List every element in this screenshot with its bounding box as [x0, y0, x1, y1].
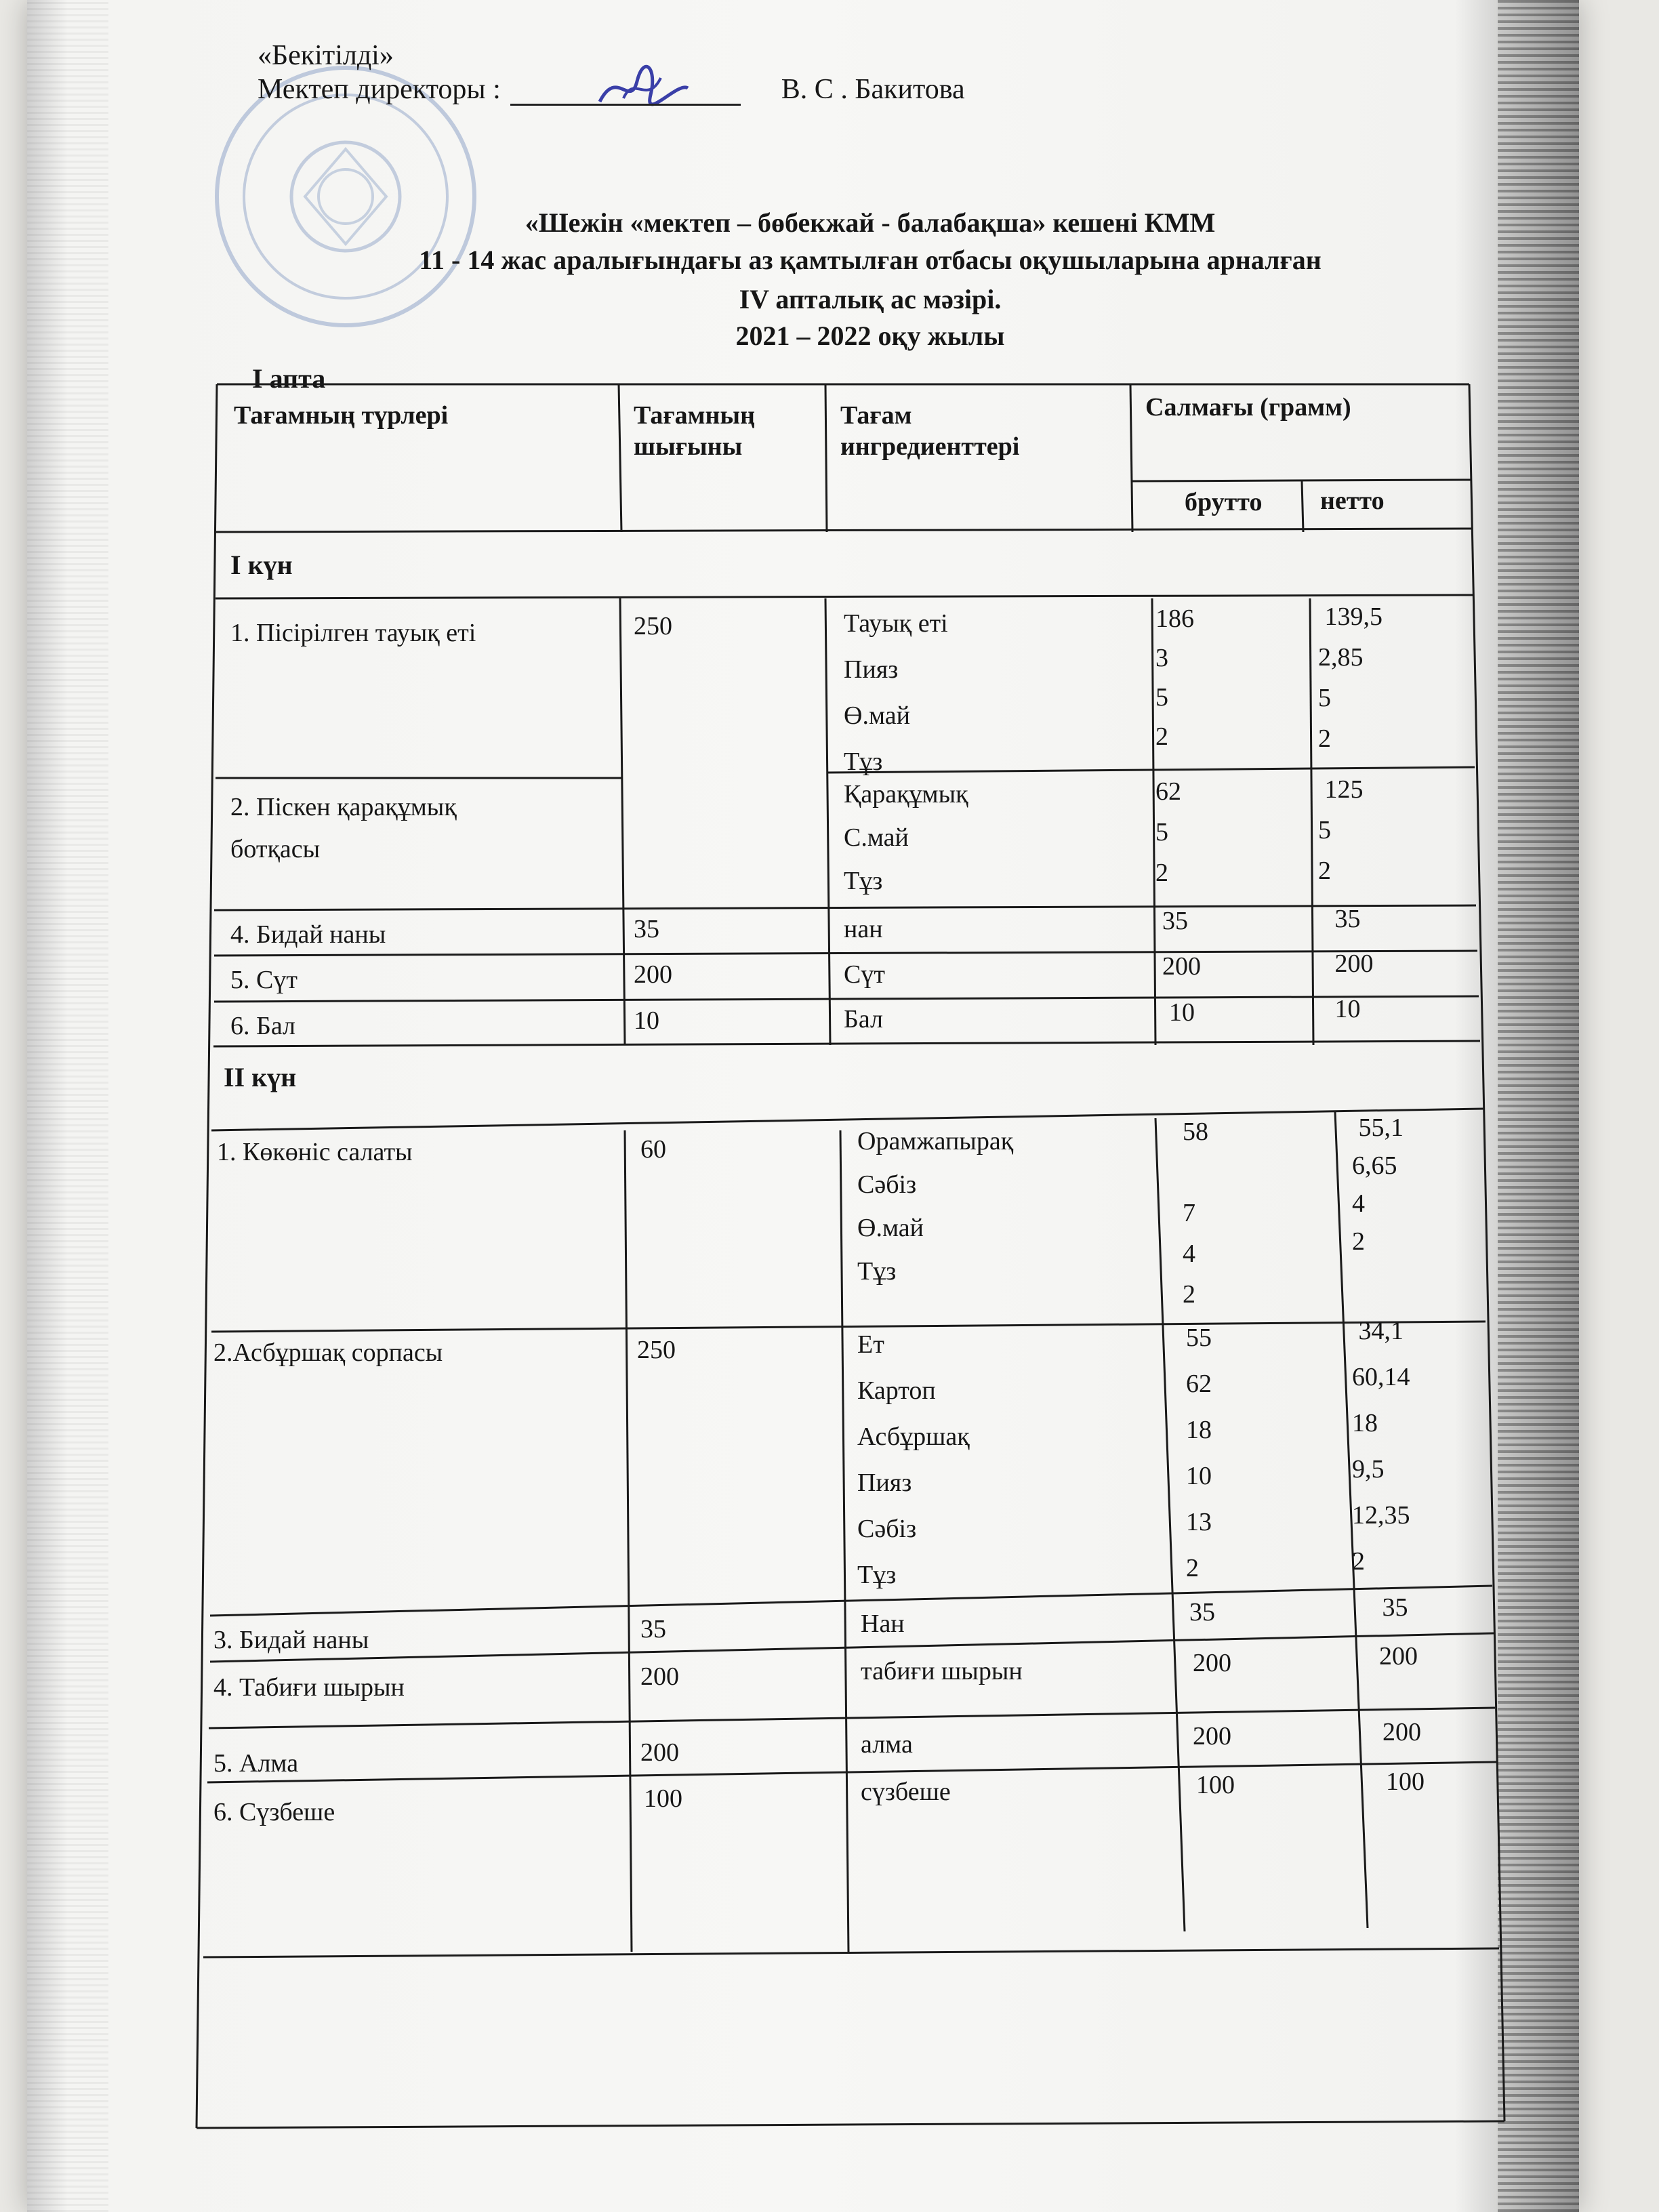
title-line-2: 11 - 14 жас аралығындағы аз қамтылған отбасы оқушыларына арналған [419, 245, 1322, 275]
director-name: В. С . Бакитова [781, 74, 965, 105]
day2-row6-ingredients: сүзбеше [861, 1778, 951, 1806]
day1-row3-ingredients: нан [844, 915, 883, 943]
day2-row5-brutto: 200 [1193, 1722, 1231, 1750]
header-ingredients: Тағам ингредиенттері [840, 401, 1020, 461]
director-label: Мектеп директоры : [258, 74, 501, 105]
day1-row1-netto: 139,5 2,85 5 2 [1318, 602, 1382, 753]
day1-row1-ingredients: Тауық еті Пияз Ө.май Тұз [844, 609, 948, 776]
day1-row4-netto: 200 [1328, 949, 1374, 978]
day1-row3-yield: 35 [634, 915, 659, 943]
day2-row4-ingredients: табиғи шырын [861, 1657, 1023, 1685]
day1-row2-ingredients: Қарақұмық С.май Тұз [844, 780, 968, 895]
day2-row1-dish: 1. Көкөніс салаты [217, 1138, 413, 1166]
day2-row6-dish: 6. Сүзбеше [213, 1798, 335, 1826]
day2-row5-netto: 200 [1382, 1718, 1421, 1746]
day2-row5-dish: 5. Алма [213, 1749, 299, 1778]
day2-row1-ingredients: Орамжапырақ Сәбіз Ө.май Тұз [857, 1127, 1014, 1286]
header-weight: Салмағы (грамм) [1145, 393, 1351, 422]
day2-row3-yield: 35 [640, 1615, 666, 1643]
director-line [258, 73, 965, 106]
day1-row5-brutto: 10 [1169, 998, 1195, 1027]
day2-row4-brutto: 200 [1193, 1649, 1231, 1677]
day2-row5-ingredients: алма [861, 1730, 913, 1759]
day1-row3-netto: 35 [1328, 905, 1361, 933]
day1-row5-dish: 6. Бал [230, 1012, 295, 1040]
day2-row3-netto: 35 [1376, 1593, 1408, 1622]
day1-row5-ingredients: Бал [844, 1005, 883, 1033]
day1-row1-dish: 1. Пісірілген тауық еті [230, 619, 476, 647]
day1-row3-dish: 4. Бидай наны [230, 920, 386, 949]
day2-row3-brutto: 35 [1189, 1598, 1215, 1626]
day1-row4-dish: 5. Сүт [230, 966, 298, 994]
day1-row5-yield: 10 [634, 1006, 659, 1035]
day2-row4-dish: 4. Табиғи шырын [213, 1673, 405, 1702]
day1-row4-brutto: 200 [1162, 952, 1201, 981]
day1-row2-netto: 125 5 2 [1318, 775, 1364, 885]
day2-row4-netto: 200 [1379, 1642, 1418, 1671]
day2-row1-yield: 60 [640, 1135, 666, 1164]
approved-label: «Бекітілді» [258, 40, 394, 71]
day2-row3-dish: 3. Бидай наны [213, 1626, 369, 1654]
day2-label: II күн [224, 1062, 297, 1092]
header-brutto: брутто [1185, 488, 1263, 516]
day2-row5-yield: 200 [640, 1738, 679, 1767]
day1-row5-netto: 10 [1328, 995, 1361, 1023]
day2-row2-yield: 250 [637, 1336, 676, 1364]
signature-line [510, 77, 741, 106]
day1-row1-yield: 250 [634, 612, 672, 640]
day2-row2-brutto: 55 62 18 10 13 2 [1186, 1324, 1212, 1582]
day2-row3-ingredients: Нан [861, 1610, 905, 1638]
header-dish-types: Тағамның түрлері [234, 401, 449, 430]
day2-row1-netto: 55,1 6,65 4 2 [1352, 1113, 1404, 1256]
day2-row6-brutto: 100 [1196, 1771, 1235, 1799]
day1-label: I күн [230, 550, 293, 580]
day2-row2-ingredients: Ет Картоп Асбұршақ Пияз Сәбіз Тұз [857, 1330, 970, 1589]
title-line-1: «Шежін «мектеп – бөбекжай - балабақша» кешені КММ [525, 207, 1216, 238]
day2-row2-netto: 34,1 60,14 18 9,5 12,35 2 [1352, 1317, 1410, 1576]
day2-row1-brutto: 58 7 4 2 [1183, 1118, 1208, 1309]
week-label: I апта [252, 363, 326, 394]
header-yield: Тағамның шығыны [634, 401, 755, 461]
day2-row6-netto: 100 [1386, 1767, 1425, 1796]
day1-row3-brutto: 35 [1162, 907, 1188, 935]
day2-row6-yield: 100 [644, 1784, 682, 1813]
day1-row1-brutto: 186 3 5 2 [1155, 605, 1194, 751]
day2-row4-yield: 200 [640, 1662, 679, 1691]
day2-row2-dish: 2.Асбұршақ сорпасы [213, 1338, 443, 1367]
day1-row2-dish: 2. Піскен қарақұмық ботқасы [230, 793, 457, 863]
header-netto: нетто [1320, 487, 1385, 515]
day1-row2-brutto: 62 5 2 [1155, 777, 1181, 887]
day1-row4-yield: 200 [634, 960, 672, 989]
title-line-4: 2021 – 2022 оқу жылы [735, 321, 1005, 351]
day1-row4-ingredients: Сүт [844, 960, 885, 989]
title-line-3: IV апталық ас мәзірі. [739, 284, 1002, 314]
